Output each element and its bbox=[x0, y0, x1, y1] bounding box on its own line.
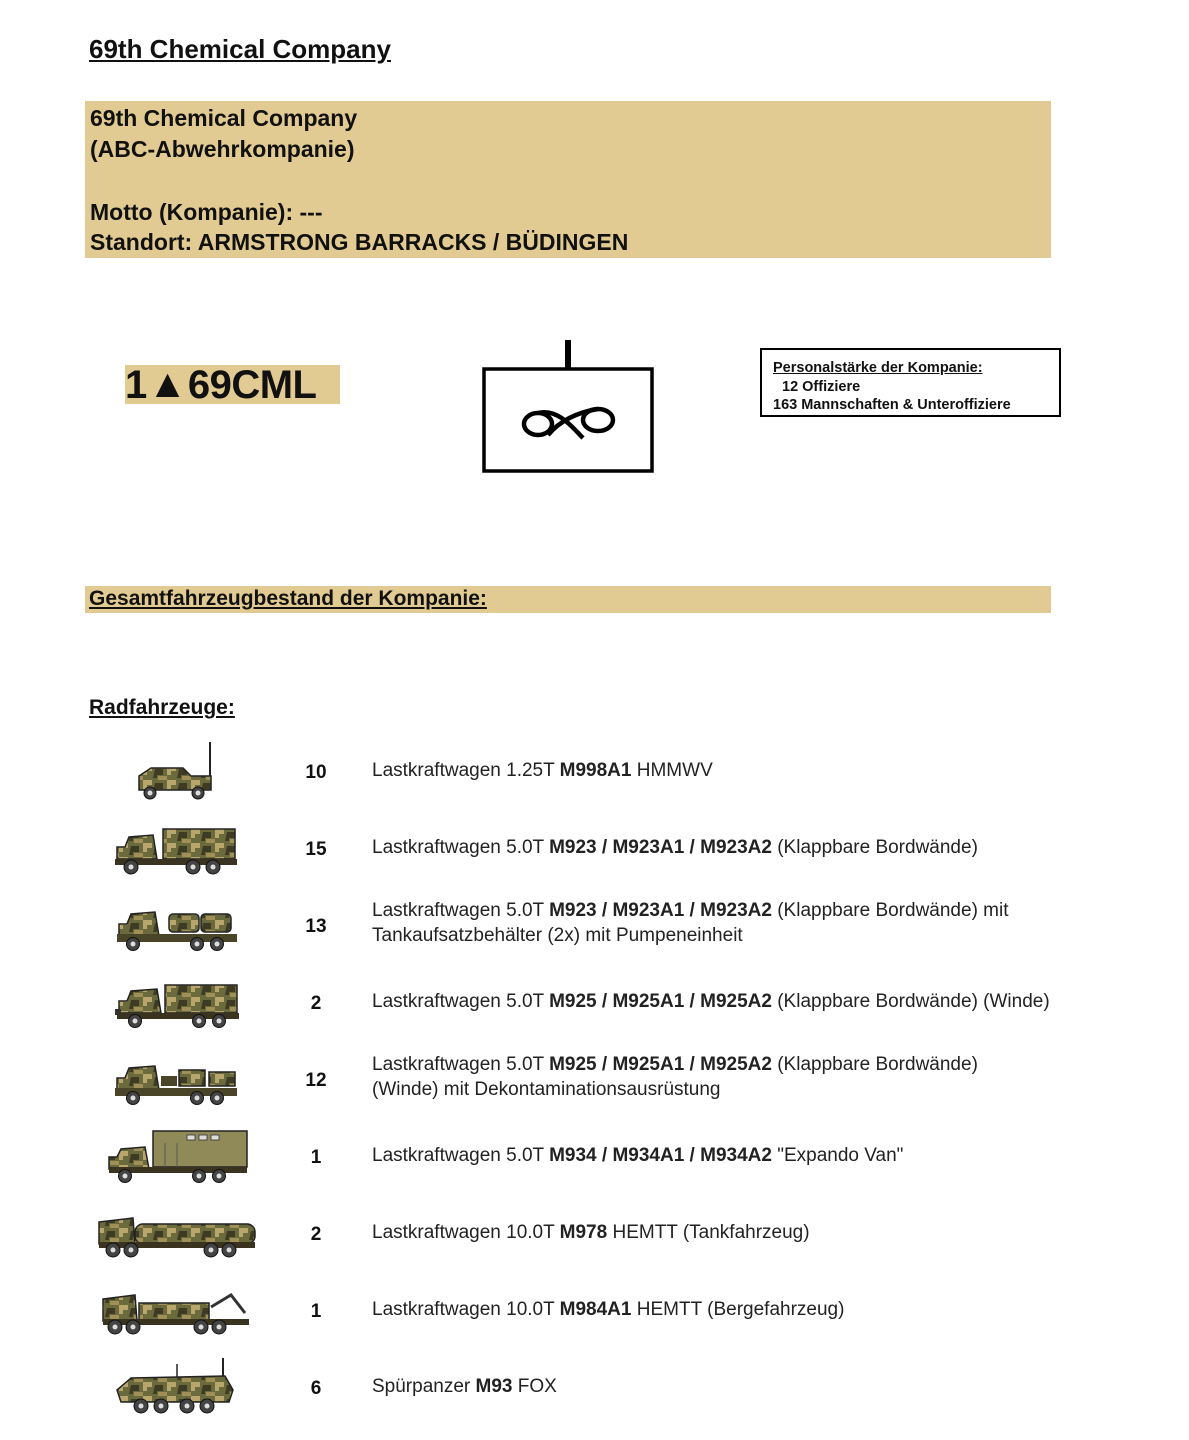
desc-model: M984A1 bbox=[559, 1299, 632, 1320]
vehicle-description bbox=[372, 1143, 1132, 1168]
desc-text: Spürpanzer bbox=[372, 1376, 476, 1397]
vehicle-inventory-section-bar bbox=[85, 586, 1051, 613]
desc-text: Lastkraftwagen 5.0T bbox=[372, 900, 550, 921]
desc-text: (Klappbare Bordwände) mit bbox=[771, 900, 1009, 921]
desc-model: M923 / M923A1 / M923A2 bbox=[549, 900, 772, 921]
strength-officers: 12 Offiziere bbox=[782, 378, 861, 395]
desc-text: FOX bbox=[512, 1376, 557, 1397]
m934-expando-van-icon bbox=[95, 1123, 265, 1193]
m923-tanker-truck-icon bbox=[95, 892, 265, 962]
vehicle-quantity: 10 bbox=[305, 762, 327, 783]
vehicle-quantity: 1 bbox=[310, 1147, 322, 1168]
desc-text: (Klappbare Bordwände) bbox=[771, 1054, 978, 1075]
strength-enlisted: 163 Mannschaften & Unteroffiziere bbox=[773, 397, 1011, 413]
vehicle-quantity: 6 bbox=[310, 1378, 322, 1399]
desc-text: Lastkraftwagen 10.0T bbox=[372, 1222, 560, 1243]
vehicle-description bbox=[372, 989, 1132, 1014]
vehicle-description bbox=[372, 1297, 1132, 1322]
vehicle-row bbox=[0, 738, 1189, 808]
m925-cargo-truck-icon bbox=[95, 969, 265, 1039]
unit-header-box bbox=[85, 101, 1051, 258]
desc-model: M923 / M923A1 / M923A2 bbox=[549, 837, 772, 858]
desc-model: M998A1 bbox=[559, 760, 632, 781]
personnel-strength-box bbox=[760, 348, 1061, 417]
vehicle-description bbox=[372, 758, 1132, 783]
unit-code-triangle: ▲ bbox=[147, 365, 187, 404]
unit-code-marking bbox=[125, 365, 340, 404]
m925-decon-truck-icon bbox=[95, 1046, 265, 1116]
vehicle-row bbox=[0, 815, 1189, 885]
desc-model: M934 / M934A1 / M934A2 bbox=[549, 1145, 772, 1166]
unit-code-prefix: 1 bbox=[125, 365, 147, 404]
desc-text: HEMTT (Bergefahrzeug) bbox=[631, 1299, 845, 1320]
vehicle-row bbox=[0, 1046, 1189, 1116]
vehicle-row bbox=[0, 1200, 1189, 1270]
desc-text: HEMTT (Tankfahrzeug) bbox=[607, 1222, 810, 1243]
wheeled-vehicles-heading: Radfahrzeuge: bbox=[89, 696, 235, 719]
desc-text: Lastkraftwagen 5.0T bbox=[372, 991, 550, 1012]
strength-title: Personalstärke der Kompanie: bbox=[773, 360, 983, 376]
desc-model: M925 / M925A1 / M925A2 bbox=[549, 991, 772, 1012]
desc-text: Lastkraftwagen 10.0T bbox=[372, 1299, 560, 1320]
vehicle-description bbox=[372, 1052, 1132, 1102]
vehicle-description bbox=[372, 1220, 1132, 1245]
desc-text: "Expando Van" bbox=[771, 1145, 904, 1166]
desc-text-line2: (Winde) mit Dekontaminationsausrüstung bbox=[372, 1079, 721, 1100]
vehicle-row bbox=[0, 1123, 1189, 1193]
vehicle-row bbox=[0, 1354, 1189, 1424]
m923-cargo-truck-icon bbox=[95, 815, 265, 885]
chemical-company-symbol bbox=[478, 338, 658, 478]
page-title: 69th Chemical Company bbox=[89, 34, 391, 64]
hmmwv-icon bbox=[95, 738, 265, 808]
vehicle-quantity: 12 bbox=[305, 1070, 327, 1091]
vehicle-quantity: 2 bbox=[310, 993, 322, 1014]
header-unit-name: 69th Chemical Company bbox=[90, 105, 358, 131]
desc-text: (Klappbare Bordwände) bbox=[771, 837, 978, 858]
vehicle-row bbox=[0, 892, 1189, 962]
header-location: Standort: ARMSTRONG BARRACKS / BÜDINGEN bbox=[90, 229, 629, 255]
desc-text: Lastkraftwagen 5.0T bbox=[372, 1054, 550, 1075]
desc-text: Lastkraftwagen 5.0T bbox=[372, 1145, 550, 1166]
vehicle-quantity: 13 bbox=[305, 916, 327, 937]
vehicle-description bbox=[372, 1374, 1132, 1399]
vehicle-quantity: 15 bbox=[305, 839, 327, 860]
vehicle-description bbox=[372, 835, 1132, 860]
m984-hemtt-wrecker-icon bbox=[95, 1277, 265, 1347]
m93-fox-icon bbox=[95, 1354, 265, 1424]
m978-hemtt-tanker-icon bbox=[95, 1200, 265, 1270]
desc-text: Lastkraftwagen 1.25T bbox=[372, 760, 560, 781]
desc-model: M925 / M925A1 / M925A2 bbox=[549, 1054, 772, 1075]
chemical-unit-symbol-icon bbox=[478, 338, 658, 478]
desc-text: HMMWV bbox=[631, 760, 713, 781]
desc-model: M978 bbox=[559, 1222, 608, 1243]
desc-model: M93 bbox=[475, 1376, 513, 1397]
vehicle-row bbox=[0, 969, 1189, 1039]
vehicle-quantity: 1 bbox=[310, 1301, 322, 1322]
vehicle-description bbox=[372, 898, 1132, 948]
desc-text: (Klappbare Bordwände) (Winde) bbox=[771, 991, 1050, 1012]
vehicle-row bbox=[0, 1277, 1189, 1347]
header-unit-type: (ABC-Abwehrkompanie) bbox=[90, 136, 355, 162]
vehicle-inventory-title: Gesamtfahrzeugbestand der Kompanie: bbox=[89, 587, 487, 610]
header-motto: Motto (Kompanie): --- bbox=[90, 199, 323, 225]
vehicle-quantity: 2 bbox=[310, 1224, 322, 1245]
desc-text-line2: Tankaufsatzbehälter (2x) mit Pumpeneinheit bbox=[372, 925, 743, 946]
desc-text: Lastkraftwagen 5.0T bbox=[372, 837, 550, 858]
unit-code-suffix: 69CML bbox=[187, 365, 317, 404]
